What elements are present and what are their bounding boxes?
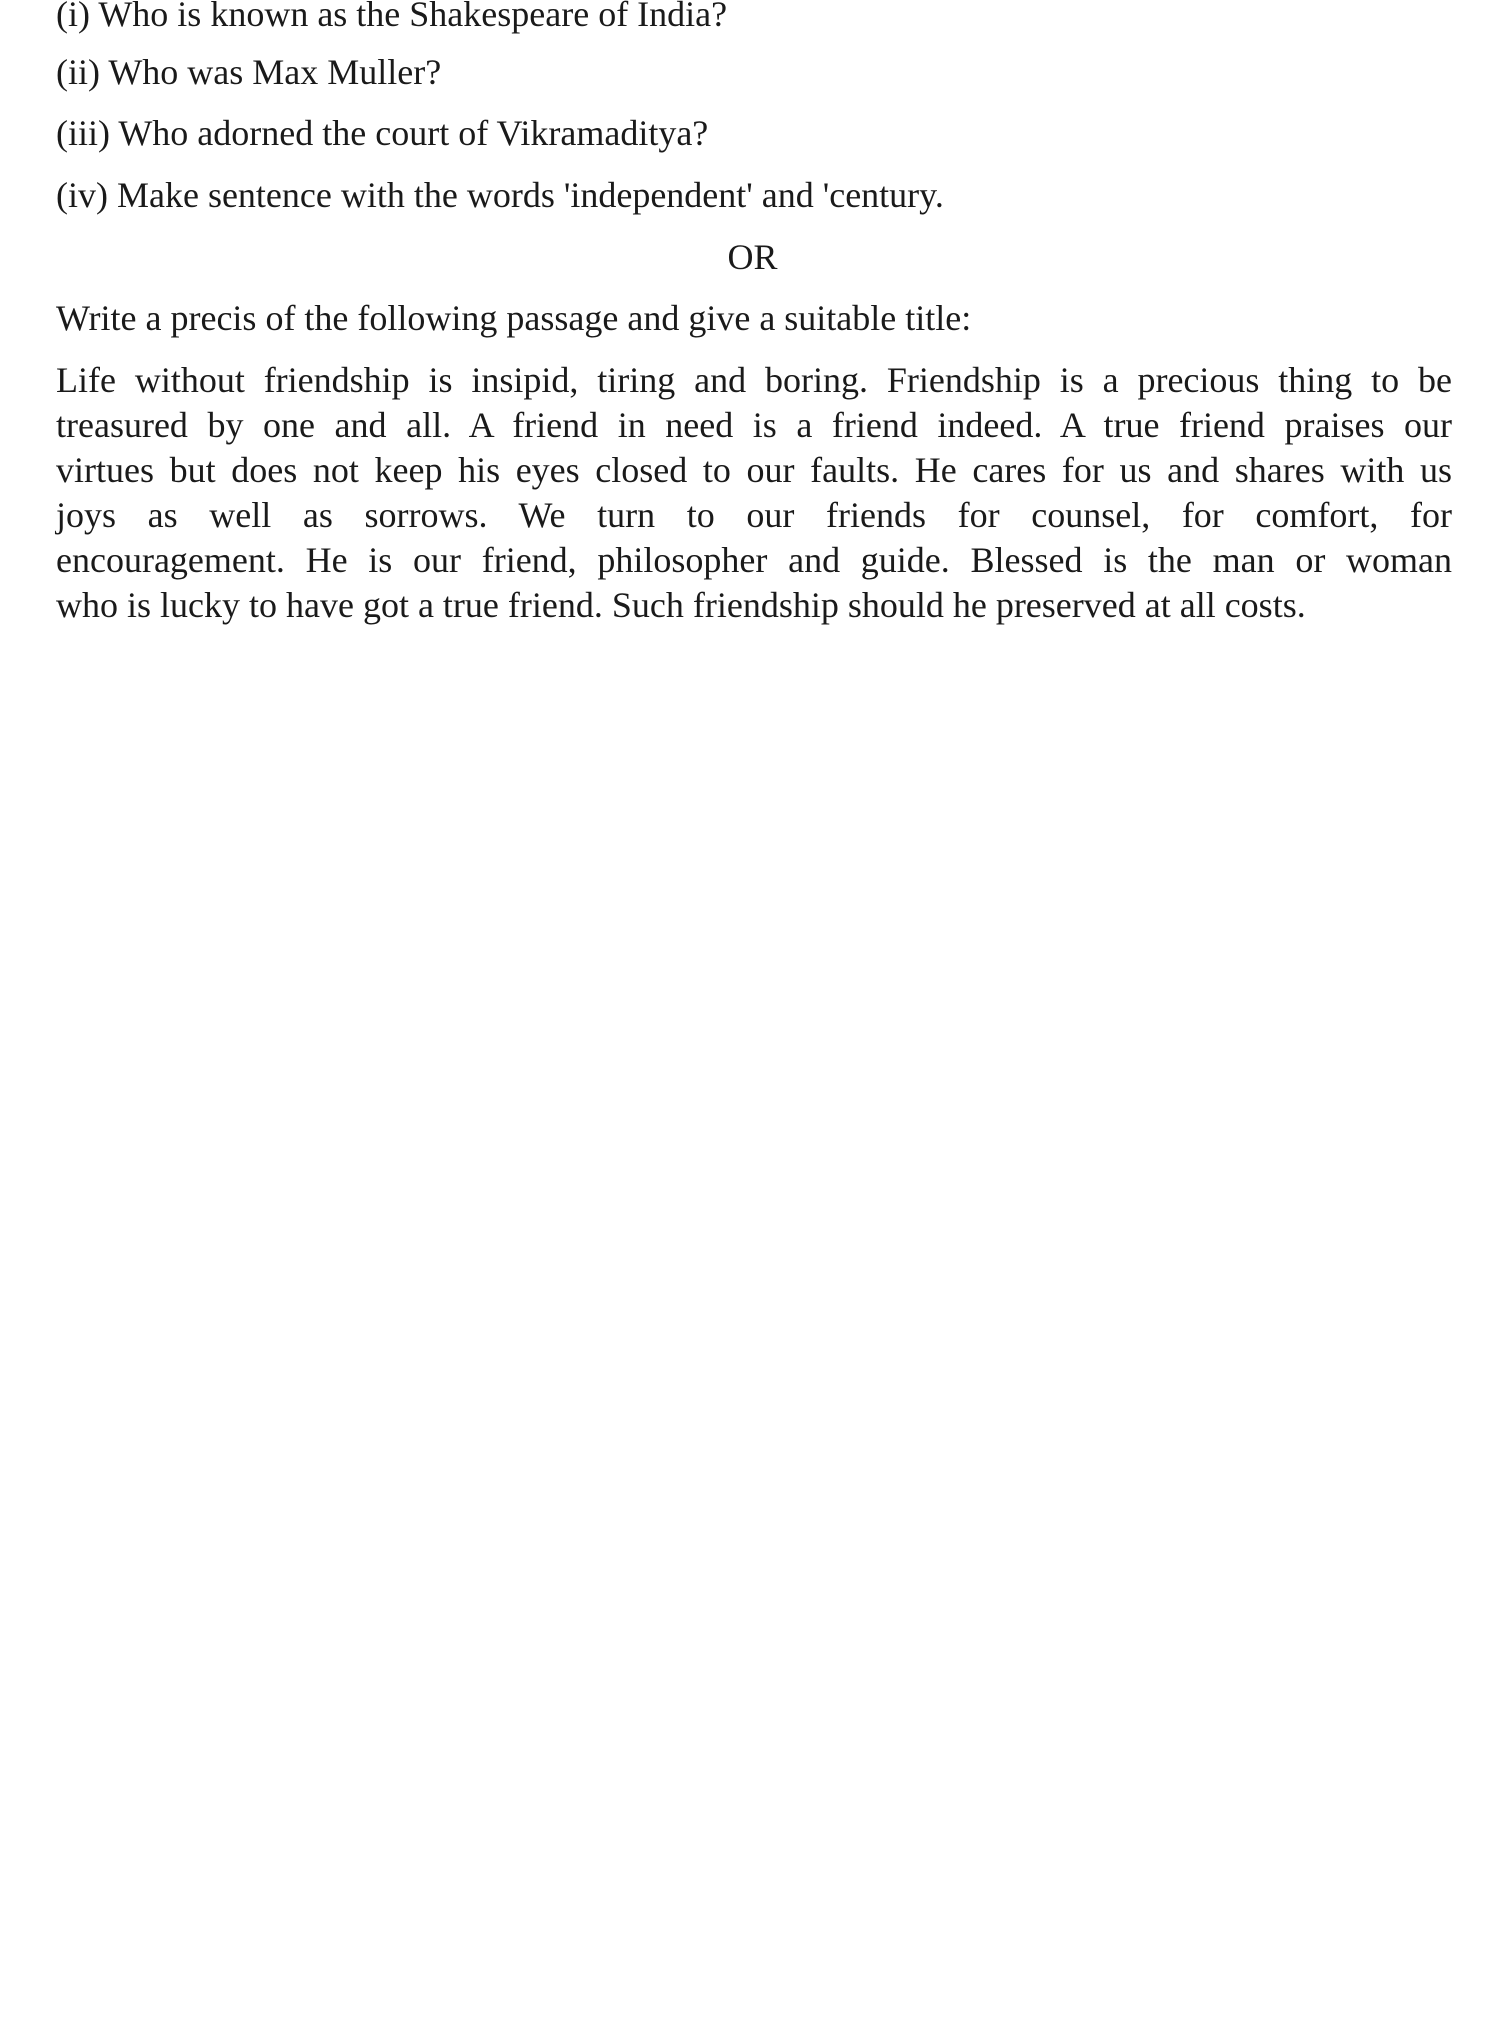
- passage-line: Life without friendship is insipid, tiring and boring. Friendship is a precious thing to be: [56, 360, 1452, 400]
- passage-line: treasured by one and all. A friend in need is a friend indeed. A true friend praises our: [56, 405, 1452, 445]
- passage-line: encouragement. He is our friend, philosopher and guide. Blessed is the man or woman: [56, 540, 1452, 580]
- question-1: (i) Who is known as the Shakespeare of India?: [56, 0, 728, 34]
- precis-instruction: Write a precis of the following passage and give a suitable title:: [56, 298, 972, 338]
- question-4: (iv) Make sentence with the words 'independent' and 'century.: [56, 175, 944, 215]
- passage-line: who is lucky to have got a true friend. Such friendship should he preserved at all costs.: [56, 585, 1306, 625]
- question-3: (iii) Who adorned the court of Vikramaditya?: [56, 113, 709, 153]
- passage-line: virtues but does not keep his eyes closed to our faults. He cares for us and shares with us: [56, 450, 1452, 490]
- or-separator: OR: [727, 237, 778, 277]
- passage-line: joys as well as sorrows. We turn to our friends for counsel, for comfort, for: [56, 495, 1452, 535]
- precis-passage: [56, 358, 1452, 628]
- question-2: (ii) Who was Max Muller?: [56, 52, 442, 92]
